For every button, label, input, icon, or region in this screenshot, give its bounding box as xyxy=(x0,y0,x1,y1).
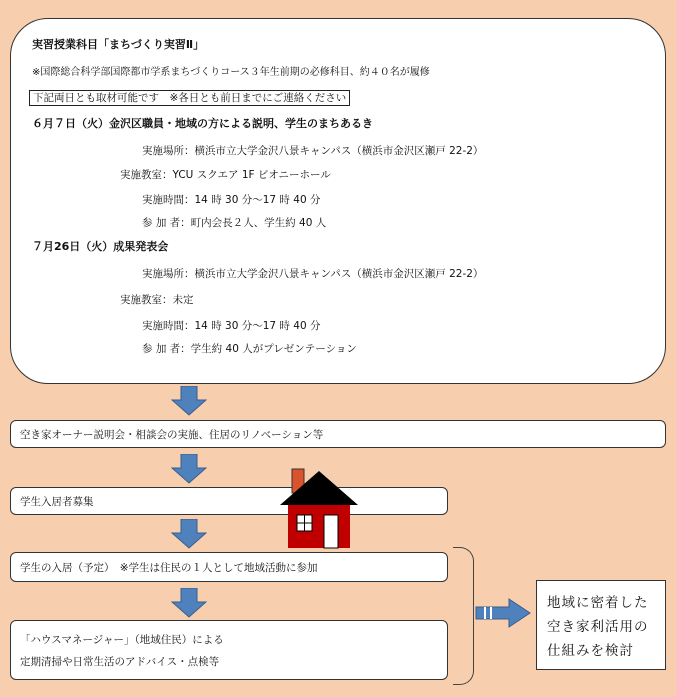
coverage-notice: 下記両日とも取材可能です ※各日とも前日までにご連絡ください xyxy=(29,90,350,106)
course-title: 実習授業科目「まちづくり実習Ⅱ」 xyxy=(32,38,205,51)
step-recruit-text: 学生入居者募集 xyxy=(20,496,94,508)
session-2-room: 実施教室：未定 xyxy=(120,294,194,306)
session-2-time: 実施時間：14 時 30 分～17 時 40 分 xyxy=(142,320,321,332)
result-box xyxy=(536,580,666,670)
house-icon xyxy=(278,465,360,549)
result-line-2: 空き家利活用の xyxy=(547,619,649,635)
session-1-room: 実施教室：YCU スクエア 1F ビオニーホール xyxy=(120,169,331,181)
step-manager-line1: 「ハウスマネージャー」（地域住民）による xyxy=(20,634,224,646)
session-2-participants: 参 加 者：学生約 40 人がプレゼンテーション xyxy=(142,343,357,355)
step-manager-box xyxy=(10,620,448,680)
down-arrow-icon xyxy=(171,386,207,416)
session-1-heading: ６月７日（火）金沢区職員・地域の方による説明、学生のまちあるき xyxy=(32,117,373,130)
right-arrow-icon xyxy=(475,598,531,628)
result-line-1: 地域に密着した xyxy=(547,595,649,611)
session-1-venue: 実施場所：横浜市立大学金沢八景キャンパス（横浜市金沢区瀬戸 22-2） xyxy=(142,145,484,157)
session-2-venue: 実施場所：横浜市立大学金沢八景キャンパス（横浜市金沢区瀬戸 22-2） xyxy=(142,268,484,280)
step-movein-text: 学生の入居（予定） ※学生は住民の１人として地域活動に参加 xyxy=(20,562,318,574)
step-owners-box xyxy=(10,420,666,448)
session-1-participants: 参 加 者：町内会長２人、学生約 40 人 xyxy=(142,217,327,229)
course-note: ※国際総合科学部国際都市学系まちづくりコース３年生前期の必修科目、約４０名が履修 xyxy=(32,67,430,78)
result-line-3: 仕組みを検討 xyxy=(547,643,634,659)
down-arrow-icon xyxy=(171,454,207,484)
step-recruit-box xyxy=(10,487,448,515)
down-arrow-icon xyxy=(171,588,207,618)
down-arrow-icon xyxy=(171,519,207,549)
session-2-heading: ７月26日（火）成果発表会 xyxy=(32,240,169,253)
step-movein-box xyxy=(10,552,448,582)
steps-bracket xyxy=(453,547,474,685)
step-owners-text: 空き家オーナー説明会・相談会の実施、住居のリノベーション等 xyxy=(20,429,324,441)
session-1-time: 実施時間：14 時 30 分～17 時 40 分 xyxy=(142,194,321,206)
step-manager-line2: 定期清掃や日常生活のアドバイス・点検等 xyxy=(20,656,220,668)
